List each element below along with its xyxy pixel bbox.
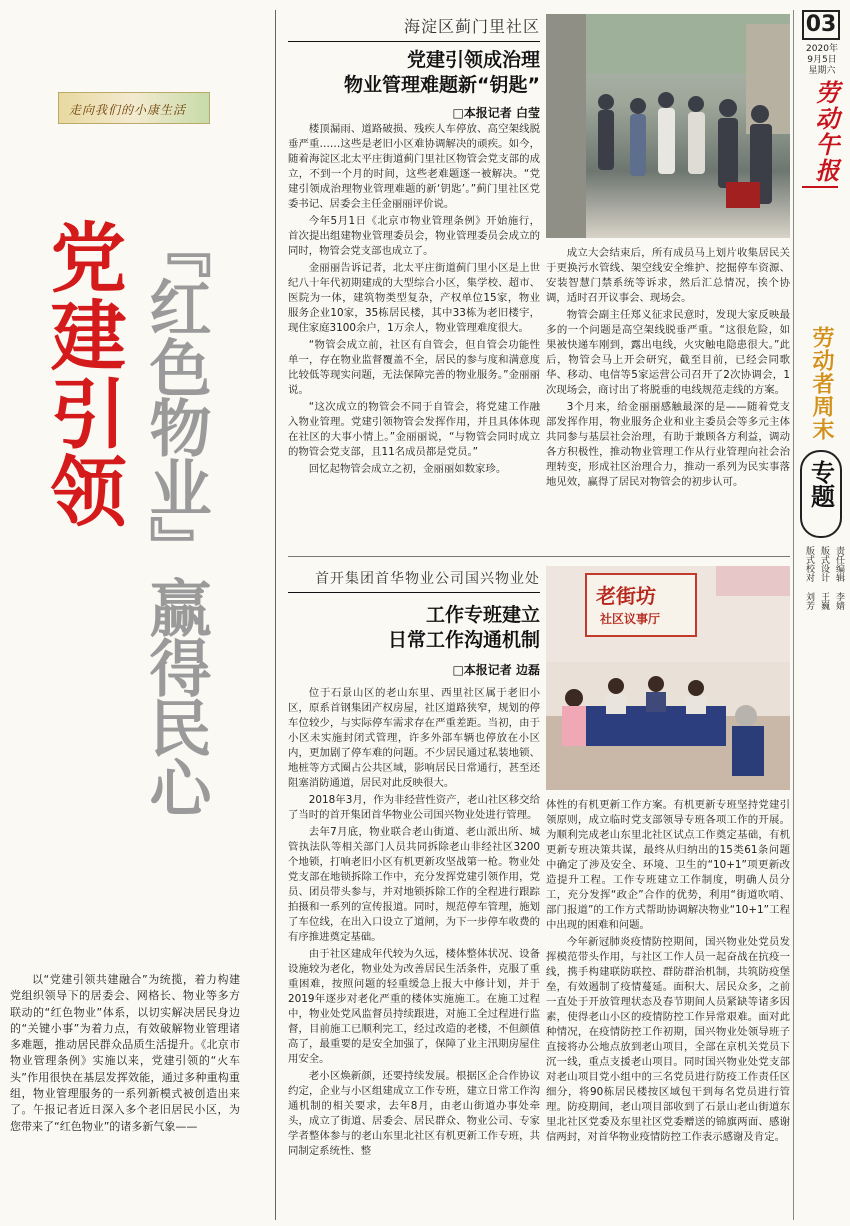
article1-header [288, 14, 540, 121]
page-number: 03 [805, 12, 837, 37]
sign-laojiefang: 老街坊 [596, 584, 656, 608]
article1-col2-p2: 物管会副主任郑义征求民意时，发现大家反映最多的一个问题是高空架线脱垂严重。“这很危险，如果被快递车刚到，露出电线，火灾触电隐患很大。”此后，物管会马上开会研究，截至目前，已经会同歌华、移动、电信等5家运营公司召开了2次协调会，1次现场会，商讨出了将脱垂的电线规范走线的方案。 [546, 309, 790, 396]
editor-credit: 责任编辑 李婧 [834, 546, 844, 610]
article1-byline: □本报记者 白莹 [452, 106, 540, 120]
article2-col1-p5: 老小区焕新颜，还要持续发展。根据区企合作协议约定，企业与小区组建成立工作专班，建立日常工作沟通机制的相关要求，去年8月，由老山街道办事处牵头，成立了街道、居委会、居民群众、物业公司、专家学者整体参与的老山东里北社区有机更新工作专班，共同制定系统性、整 [288, 1070, 540, 1157]
article2-title-line2: 日常工作沟通机制 [387, 629, 540, 651]
article1-kicker-rule [288, 41, 540, 42]
article1-title-line2: 物业管理难题新“钥匙” [344, 74, 540, 96]
column-label: 专题 [806, 460, 835, 508]
column-label-box [800, 450, 842, 538]
sign-community-hall: 社区议事厅 [600, 612, 661, 626]
article2-kicker-rule [288, 592, 540, 593]
article1-col1-p4: “物管会成立前，社区有自管会，但自管会功能性单一，存在物业监督覆盖不全，居民的参与度和满意度比较低等现实问题，无法保障完善的物业服务。”金丽丽说。 [288, 339, 540, 396]
proofreader-credit: 版式校对 刘芳 [804, 546, 814, 610]
article1-column2 [546, 246, 790, 492]
article1-col2-p1: 成立大会结束后，所有成员马上划片收集居民关于更换污水管线、架空线安全维护、挖掘停车资源、安装智慧门禁系统等诉求，然后汇总情况，挨个协调，适时召开议事会、现场会。 [546, 247, 790, 304]
main-title-red: 党建引领 [38, 218, 127, 530]
main-title-gray: 『红色物业』赢得民心 [139, 216, 212, 816]
article1-col1-p3: 金丽丽告诉记者，北太平庄街道蓟门里小区是上世纪八十年代初期建成的大型综合小区，集学校、超市、医院为一体，建筑物类型复杂，产权单位15家，物业服务企业10家，35栋居民楼，其中33栋为老旧楼宇，现住家庭3100余户，1万余人，物业管理难度很大。 [288, 262, 540, 334]
article2-column1 [288, 686, 540, 1161]
article2-photo [546, 566, 790, 790]
page-number-box [802, 10, 840, 40]
article1-col1-p2: 今年5月1日《北京市物业管理条例》开始施行，首次提出组建物业管理委员会，物业管理委员会成立的同时，物管会党支部也成立了。 [288, 215, 540, 257]
article-divider [288, 556, 790, 557]
officials-meeting-image [546, 14, 790, 238]
article2-col1-p4: 由于社区建成年代较为久远，楼体整体状况、设备设施较为老化，物业处为改善居民生活条件，克服了重重困难，按照问题的轻重缓急上报大中修计划，并于2019年逐步对老化严重的楼体实施施工。在施工过程中，物业处党风监督员持续跟进，对施工全过程进行监督，目前施工已顺利完工，经过改造的老楼，不但颜值高了，最重要的是安全加强了，保障了业主汛期房屋住用安全。 [288, 948, 540, 1065]
article1-col2-p3: 3个月来，给金丽丽感触最深的是——随着党支部发挥作用，物业服务企业和业主委员会等多元主体共同参与基层社会治理，有助于兼顾各方利益，调动各方积极性，推动物业管理工作从行业管理向社会治理转变，形成社区治理合力，推动一系列为民实事落地见效，赢得了居民对物管会的初步认可。 [546, 401, 790, 488]
left-column-rule [275, 10, 276, 1220]
editors-credits [796, 546, 846, 636]
article2-col1-p1: 位于石景山区的老山东里、西里社区属于老旧小区，原系首钢集团产权房屋，社区道路狭窄，规划的停车位较少，与实际停车需求存在严重差距。当初，由于小区未实施封闭式管理，许多外部车辆也停放在小区内，更加剧了停车难的问题。不少居民通过私装地锁、地桩等方式圈占公共区域，影响居民日常通行，甚至还阻塞消防通道，居民对此反映很大。 [288, 687, 540, 789]
article2-col1-p3: 去年7月底，物业联合老山街道、老山派出所、城管执法队等相关部门人员共同拆除老山非经社区3200个地锁，打响老旧小区有机更新攻坚战第一枪。物业处党支部在地锁拆除工作中，充分发挥党建引领作用，党员、团员带头参与，并对地锁拆除工作的全程进行跟踪拍摄和一系列的宣传报道。同时，规范停车管理，施划了车位线，在出入口设立了道闸，为下一步停车收费的有序推进奠定基础。 [288, 826, 540, 943]
section-name: 劳动者周末 [809, 326, 834, 441]
article1-kicker: 海淀区蓟门里社区 [403, 17, 540, 36]
intro-paragraph: 以“党建引领共建融合”为统揽，着力构建党组织领导下的居委会、网格长、物业等多方联动的“红色物业”体系，以切实解决居民身边的“关键小事”为着力点，有效破解物业管理诸多难题，推动居民群众品质生活提升。《北京市物业管理条例》实施以来，党建引领的“火车头”作用很快在基层发挥效能，通过多种重构重组，物业管理服务的一系列新模式被创造出来了。午报记者近日深入多个老旧居民小区，为您带来了“红色物业”的诸多新气象—— [10, 973, 240, 1133]
article2-col1-p2: 2018年3月，作为非经营性资产，老山社区移交给了当时的首开集团首华物业公司国兴物业处进行管理。 [288, 794, 540, 821]
article2-column2 [546, 798, 790, 1147]
article1-column1 [288, 122, 540, 479]
article2-col2-p1: 体性的有机更新工作方案。有机更新专班坚持党建引领原则，成立临时党支部领导专班各项工作的开展。为顺利完成老山东里北社区试点工作奠定基础，有机更新专班决策共谋，最终从归纳出的15类61条问题中确定了涉及安全、环境、卫生的“10+1”项更新改造提升工程。工作专班建立工作制度，明确人员分工，充分发挥“政企”合作的优势，利用“街道吹哨、部门报道”的工作方式帮助协调解决物业“10+1”工程中出现的困难和问题。 [546, 799, 790, 931]
header-divider [802, 186, 838, 188]
masthead-logo: 劳动午报 [811, 80, 840, 184]
article1-photo [546, 14, 790, 238]
article2-col2-p2: 今年新冠肺炎疫情防控期间，国兴物业处党员发挥模范带头作用，与社区工作人员一起奋战在抗疫一线，携手构建联防联控、群防群治机制，共筑防疫堡垒，有效遏制了疫情蔓延。面积大、居民众多，之前一直处于开放管理状态及春节期间人员紧缺等诸多因素，使得老山小区的疫情防控工作异常艰难。面对此种情况，在疫情防控工作初期，国兴物业处领导班子直接将办公地点放到老山项目，全部在京机关党员下沉一线，重点支援老山项目。同时国兴物业处党支部对老山项目党小组中的三名党员进行防疫工作责任区细分，将90栋居民楼按区域包干到每名党员进行管理。防疫期间，老山项目部收到了石景山老山街道东里北社区党委及东里社区党委赠送的锦旗两面、感谢信两封，对首华物业疫情防控工作表示感谢及肯定。 [546, 936, 790, 1143]
article2-header [288, 568, 540, 678]
designer-credit: 版式设计 王巍 [819, 546, 829, 610]
article1-col1-p6: 回忆起物管会成立之初，金丽丽如数家珍。 [308, 463, 507, 475]
article1-col1-p5: “这次成立的物管会不同于自管会，将党建工作融入物业管理。党建引领物管会发挥作用，并且具体体现在社区的大事小情上。”金丽丽说，“与物管会同时成立的物管会党支部，且11名成员都是党员。” [288, 401, 540, 458]
badge-text: 走向我们的小康生活 [69, 103, 187, 117]
right-strip-rule [793, 10, 794, 1220]
article1-col1-p1: 楼顶漏雨、道路破损、残疾人车停放、高空架线脱垂严重……这些是老旧小区难协调解决的顽疾。如今，随着海淀区北太平庄街道蓟门里社区物管会党支部的成立，不到一个月的时间，这些老难题逐一被解决。“党建引领成治理物业管理难题的新‘钥匙’。”蓟门里社区党委书记、居委会主任金丽丽评价说。 [288, 123, 540, 210]
xiaokang-badge [58, 92, 210, 124]
article2-title-line1: 工作专班建立 [425, 604, 540, 626]
article1-title-line1: 党建引领成治理 [406, 49, 540, 71]
community-meeting-image [546, 566, 790, 790]
issue-date: 2020年 9月5日 星期六 [806, 44, 838, 76]
article2-byline: □本报记者 边磊 [452, 663, 540, 677]
article2-kicker: 首开集团首华物业公司国兴物业处 [315, 571, 540, 587]
